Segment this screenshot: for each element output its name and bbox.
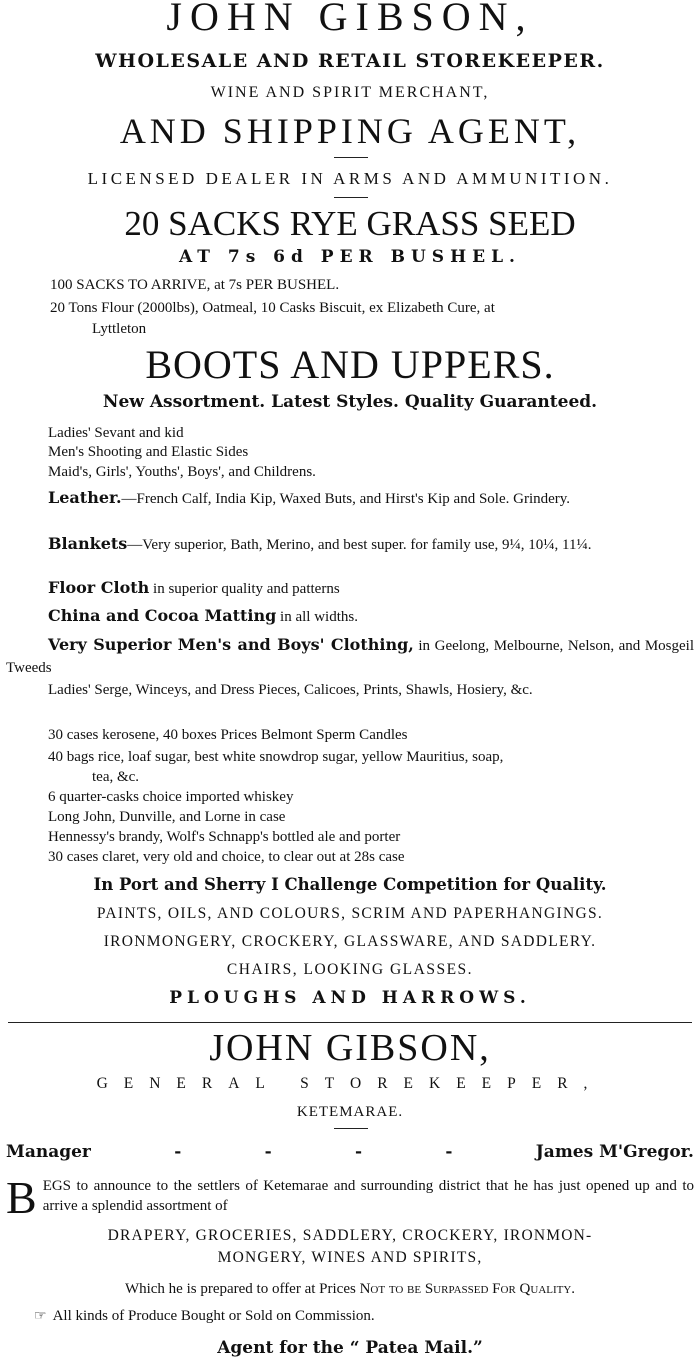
manager-name: James M'Gregor. [535, 1142, 694, 1162]
dash: - [174, 1142, 182, 1162]
blankets-text: —Very superior, Bath, Merino, and best super. for family use, 9¼, 10¼, 11¼. [127, 537, 592, 553]
dash: - [264, 1142, 272, 1162]
matting-label: China and Cocoa Matting [48, 606, 277, 625]
leather-label: Leather. [48, 488, 122, 507]
begs-text: EGS to announce to the settlers of Ketemarae and surrounding district that he has just opened up and to arrive a splendid assortment of [42, 1178, 694, 1214]
blankets-paragraph [6, 533, 694, 556]
prices-text: Which he is prepared to offer at Prices [124, 1281, 360, 1297]
dash: - [354, 1142, 363, 1162]
divider [334, 197, 368, 198]
seed-line-3: Lyttleton [92, 321, 147, 337]
chairs-line: CHAIRS, LOOKING GLASSES. [226, 961, 474, 978]
goods-list-item: tea, &c. [92, 769, 140, 785]
goods-list-item: 30 cases kerosene, 40 boxes Prices Belmont Sperm Candles [48, 727, 408, 743]
second-merchant-name: JOHN GIBSON, [209, 1027, 491, 1069]
ploughs-line: PLOUGHS AND HARROWS. [169, 988, 531, 1008]
goods-list-item: Long John, Dunville, and Lorne in case [48, 809, 286, 825]
divider [334, 157, 368, 158]
matting-text: in all widths. [276, 609, 358, 625]
blankets-label: Blankets [48, 534, 128, 553]
leather-text: —French Calf, India Kip, Waxed Buts, and Hirst's Kip and Sole. Grindery. [121, 491, 571, 507]
seed-price: AT 7s 6d PER BUSHEL. [179, 247, 521, 267]
begs-paragraph [6, 1172, 694, 1223]
merchant-name: JOHN GIBSON, [166, 0, 534, 39]
floor-cloth-label: Floor Cloth [48, 578, 150, 597]
drapery-line-2: MONGERY, WINES AND SPIRITS, [217, 1249, 483, 1266]
manager-line [6, 1140, 694, 1164]
prices-line [6, 1280, 694, 1299]
goods-list-item: Hennessy's brandy, Wolf's Schnapp's bottled ale and porter [48, 829, 401, 845]
drapery-line-1: DRAPERY, GROCERIES, SADDLERY, CROCKERY, IRONMON- [107, 1227, 593, 1244]
ironmongery-line: IRONMONGERY, CROCKERY, GLASSWARE, AND SADDLERY. [103, 933, 597, 950]
port-sherry-line: In Port and Sherry I Challenge Competition for Quality. [93, 875, 607, 894]
goods-list-item: 40 bags rice, loaf sugar, best white snowdrop sugar, yellow Mauritius, soap, [48, 749, 504, 765]
paints-line: PAINTS, OILS, AND COLOURS, SCRIM AND PAPERHANGINGS. [96, 905, 604, 922]
divider [334, 1128, 368, 1129]
floor-cloth-text: in superior quality and patterns [149, 581, 340, 597]
section-divider [8, 1022, 692, 1023]
seed-line-1: 100 SACKS TO ARRIVE, at 7s PER BUSHEL. [50, 277, 340, 293]
shipping-agent-line: AND SHIPPING AGENT, [119, 111, 581, 151]
leather-paragraph [6, 487, 694, 510]
dash: - [445, 1142, 453, 1162]
floor-cloth-line [6, 578, 700, 599]
boots-subhead: New Assortment. Latest Styles. Quality Guaranteed. [102, 392, 598, 412]
matting-line [6, 606, 700, 627]
goods-list-item: 6 quarter-casks choice imported whiskey [48, 789, 294, 805]
goods-list-item: 30 cases claret, very old and choice, to clear out at 28s case [48, 849, 405, 865]
produce-line [6, 1307, 700, 1326]
boots-item: Men's Shooting and Elastic Sides [48, 444, 249, 460]
boots-item: Ladies' Sevant and kid [48, 425, 184, 441]
seed-line-2: 20 Tons Flour (2000lbs), Oatmeal, 10 Casks Biscuit, ex Elizabeth Cure, at [50, 300, 495, 316]
boots-headline: BOOTS AND UPPERS. [145, 342, 555, 387]
manager-label: Manager [6, 1142, 91, 1162]
wine-merchant-line: WINE AND SPIRIT MERCHANT, [210, 84, 490, 101]
clothing-text: in Geelong, Melbourne, Nelson, and Mosgeil Tweeds [6, 638, 694, 676]
prices-emphasis: Not to be Surpassed For Quality. [359, 1281, 576, 1297]
general-storekeeper-line: GENERAL STOREKEEPER, [96, 1075, 604, 1092]
produce-text: All kinds of Produce Bought or Sold on Commission. [52, 1308, 375, 1324]
agent-line: Agent for the “ Patea Mail.” [217, 1338, 483, 1358]
boots-item: Maid's, Girls', Youths', Boys', and Childrens. [48, 464, 316, 480]
serge-paragraph: Ladies' Serge, Winceys, and Dress Pieces, Calicoes, Prints, Shawls, Hosiery, &c. [48, 682, 533, 698]
pointing-hand-icon: ☞ [34, 1309, 47, 1324]
place-line: KETEMARAE. [296, 1104, 404, 1120]
clothing-paragraph [6, 634, 694, 679]
drop-cap: B [6, 1172, 37, 1223]
trade-line: WHOLESALE AND RETAIL STOREKEEPER. [95, 50, 605, 72]
licensed-dealer-line: LICENSED DEALER IN ARMS AND AMMUNITION. [87, 169, 613, 188]
clothing-label: Very Superior Men's and Boys' Clothing, [48, 635, 414, 654]
seed-headline: 20 SACKS RYE GRASS SEED [124, 204, 576, 243]
